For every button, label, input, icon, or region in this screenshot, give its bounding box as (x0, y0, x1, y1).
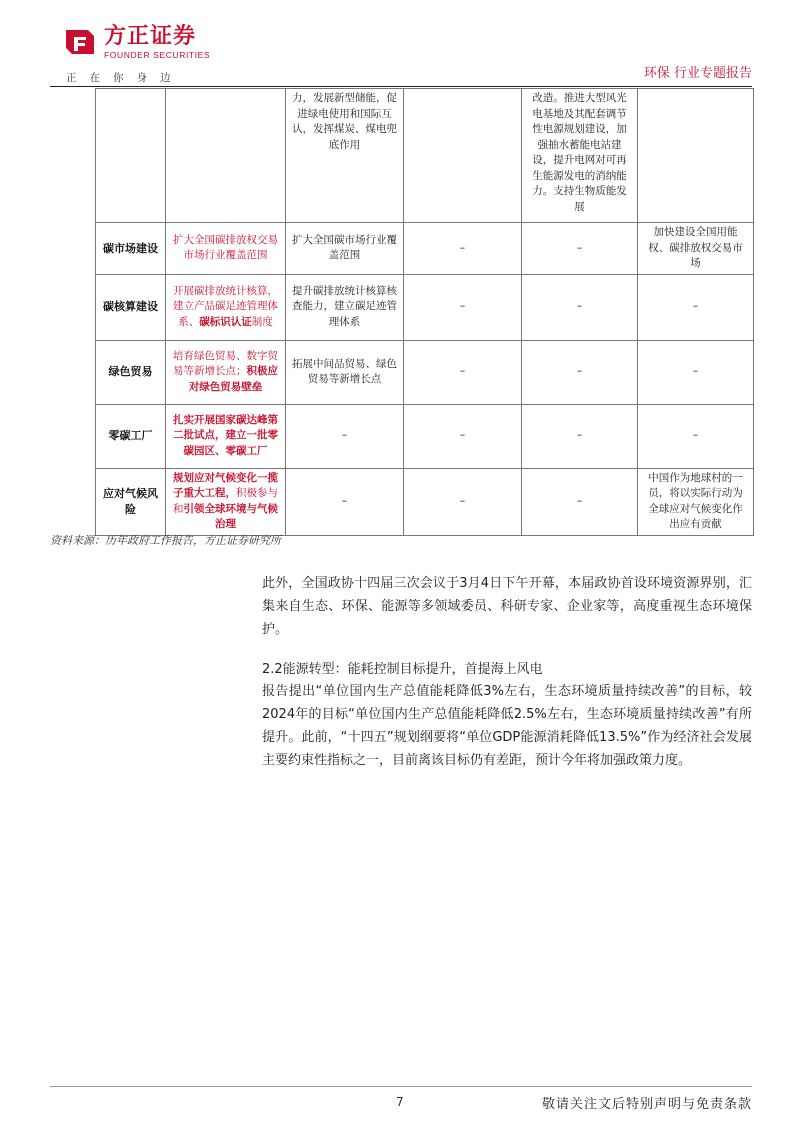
table-cell: 扩大全国碳市场行业覆盖范围 (286, 223, 404, 275)
table-cell (166, 340, 286, 404)
table-row (96, 274, 754, 340)
cell-text: 培育绿色贸易、数字贸易等新增长点； (173, 349, 278, 378)
row-label: 零碳工厂 (96, 404, 166, 468)
table-cell (166, 468, 286, 535)
table-row (96, 340, 754, 404)
brand-name-en: FOUNDER SECURITIES (104, 49, 211, 60)
header-divider (50, 86, 752, 87)
cell-text: 制度 (251, 315, 273, 328)
table-cell (166, 274, 286, 340)
brand-name-cn: 方正证券 (104, 23, 197, 49)
table-cell: 扩大全国碳排放权交易市场行业覆盖范围 (166, 223, 286, 275)
table-cell: 力，发展新型储能，促进绿电使用和国际互认，发挥煤炭、煤电兜底作用 (286, 89, 404, 223)
row-label: 应对气候风险 (96, 468, 166, 535)
table-cell: – (286, 404, 404, 468)
section-heading: 2.2能源转型：能耗控制目标提升，首提海上风电 (262, 662, 543, 677)
policy-comparison-table (95, 88, 754, 536)
table-cell: 提升碳排放统计核算核查能力，建立碳足迹管理体系 (286, 274, 404, 340)
table-cell: – (286, 468, 404, 535)
table-cell: 改造。推进大型风光电基地及其配套调节性电源规划建设，加强抽水蓄能电站建设，提升电网对可再生能源发电的消纳能力。支持生物质能发展 (522, 89, 638, 223)
table-row (96, 89, 754, 223)
table-cell: – (404, 274, 522, 340)
cell-text: 开展碳排放统计核算，建立产品碳足迹管理体系、 (173, 284, 278, 328)
table-cell: 拓展中间品贸易、绿色贸易等新增长点 (286, 340, 404, 404)
page-number: 7 (396, 1095, 404, 1109)
table-cell: 扎实开展国家碳达峰第二批试点，建立一批零碳园区、零碳工厂 (166, 404, 286, 468)
table-cell: – (404, 223, 522, 275)
brand-logo (62, 24, 210, 60)
table-cell: – (404, 404, 522, 468)
table-cell: – (522, 340, 638, 404)
founder-logo-icon (62, 24, 98, 60)
table-cell: – (522, 468, 638, 535)
row-label: 绿色贸易 (96, 340, 166, 404)
table-cell: – (404, 468, 522, 535)
paragraph: 报告提出“单位国内生产总值能耗降低3%左右，生态环境质量持续改善”的目标，较2024年的目标“单位国内生产总值能耗降低2.5%左右，生态环境质量持续改善”有所提升。此前，“十四五”规划纲要将“单位GDP能源消耗降低13.5%”作为经济社会发展主要约束性指标之一，目前离该目标仍有差距，预计今年将加强政策力度。 (262, 684, 753, 768)
table-source-note: 资料来源：历年政府工作报告，方正证券研究所 (50, 534, 281, 547)
table-row (96, 468, 754, 535)
table-cell: – (522, 274, 638, 340)
table-cell: – (638, 274, 754, 340)
table-cell (96, 89, 166, 223)
table-cell (404, 89, 522, 223)
table-row (96, 223, 754, 275)
table-cell: – (638, 340, 754, 404)
table-cell: – (638, 404, 754, 468)
table-cell: 加快建设全国用能权、碳排放权交易市场 (638, 223, 754, 275)
table-row (96, 404, 754, 468)
table-cell: – (522, 404, 638, 468)
disclaimer-note: 敬请关注文后特别声明与免责条款 (541, 1097, 752, 1112)
paragraph: 此外，全国政协十四届三次会议于3月4日下午开幕，本届政协首设环境资源界别，汇集来自生态、环保、能源等多领域委员、科研专家、企业家等，高度重视生态环境保护。 (262, 576, 752, 637)
table-cell: – (522, 223, 638, 275)
cell-text-emphasis: 积极应对绿色贸易壁垒 (188, 365, 278, 393)
cell-text-emphasis: 引领全球环境与气候治理 (183, 502, 278, 530)
footer-divider (50, 1086, 752, 1087)
table-cell: – (404, 340, 522, 404)
row-label: 碳市场建设 (96, 223, 166, 275)
table-cell: 中国作为地球村的一员，将以实际行动为全球应对气候变化作出应有贡献 (638, 468, 754, 535)
row-label: 碳核算建设 (96, 274, 166, 340)
table-cell (166, 89, 286, 223)
slogan: 正在你身边 (66, 72, 184, 84)
cell-text: 积极参与和 (173, 487, 278, 515)
cell-text-emphasis: 碳标识认证 (199, 315, 252, 328)
table-cell (638, 89, 754, 223)
cell-text-emphasis: 规划应对气候变化一揽子重大工程， (173, 471, 278, 499)
report-category: 环保 行业专题报告 (643, 66, 752, 81)
